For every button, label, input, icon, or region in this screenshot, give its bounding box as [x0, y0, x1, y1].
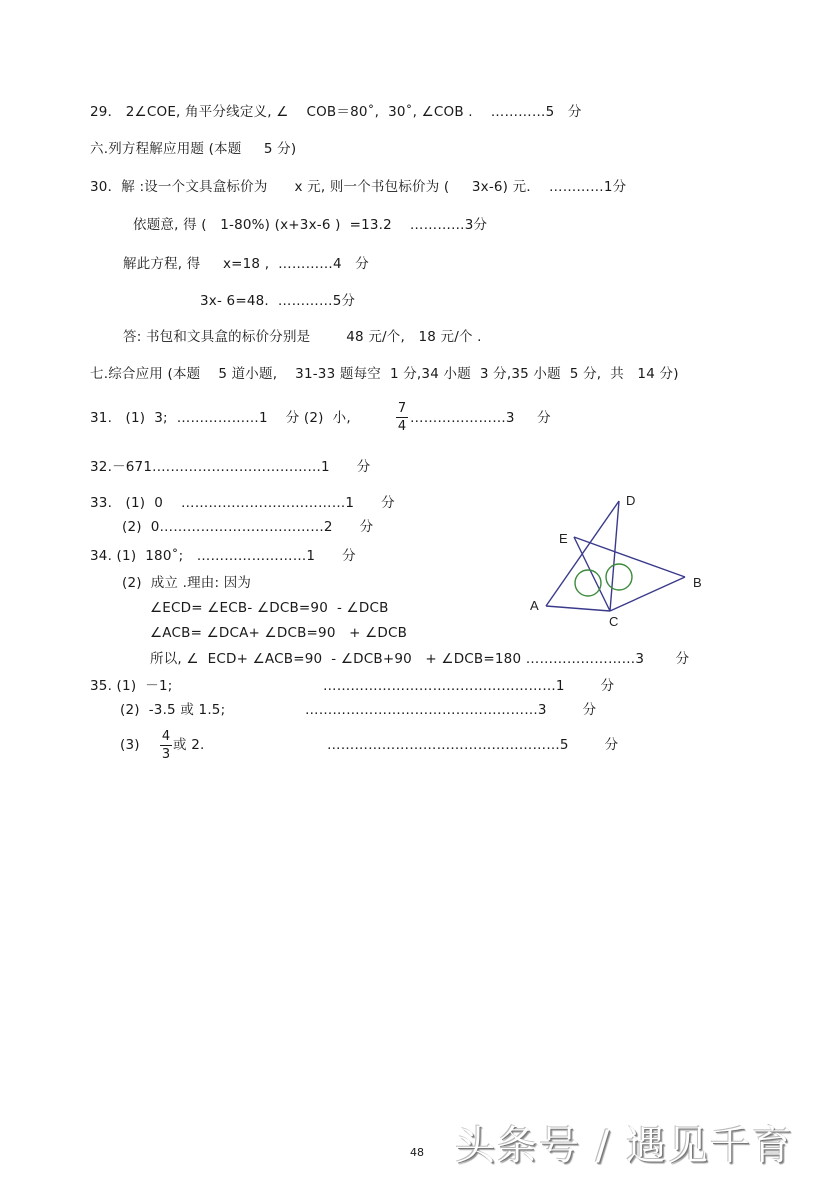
answer-q30-line2: 依题意, 得 ( 1-80%) (x+3x-6 ) =13.2 …………3分 [133, 217, 488, 233]
fraction-numerator: 4 [161, 729, 171, 744]
triangle-lines [546, 501, 685, 611]
section-six-header: 六.列方程解应用题 (本题 5 分) [90, 141, 297, 157]
answer-q33-line2: (2) 0………………………………2 分 [122, 519, 374, 535]
answer-q35-line2: (2) -3.5 或 1.5; [120, 702, 226, 718]
answer-q32: 32.－671.………………………………1 分 [90, 459, 371, 475]
answer-q30-line3: 解此方程, 得 x=18 , …………4 分 [123, 256, 369, 272]
angle-circle-right [606, 564, 632, 590]
watermark: 头条号 / 遇见千育 [455, 1123, 794, 1169]
answer-q35-line3-prefix: (3) [120, 737, 140, 753]
label-b: B [693, 575, 702, 590]
label-e: E [559, 531, 568, 546]
answer-q33-line1: 33. (1) 0 ………………………………1 分 [90, 495, 395, 511]
answer-q30-line5: 答: 书包和文具盒的标价分别是 48 元/个, 18 元/个 . [123, 329, 482, 345]
label-c: C [609, 614, 619, 629]
answer-q34-line2: (2) 成立 .理由: 因为 [122, 575, 252, 591]
answer-q34-line4: ∠ACB= ∠DCA+ ∠DCB=90 + ∠DCB [150, 625, 408, 641]
answer-q34-line5: 所以, ∠ ECD+ ∠ACB=90 - ∠DCB+90 + ∠DCB=180 ……………………3 分 [150, 651, 690, 667]
label-d: D [626, 493, 636, 508]
angle-marker-circles [575, 564, 632, 596]
answer-q35-line1: 35. (1) －1; [90, 678, 173, 694]
fraction-denominator: 4 [397, 419, 407, 434]
answer-q35-line1-score: ……………………………………………1 分 [323, 678, 615, 694]
answer-q31-part-a: 31. (1) 3; ………………1 分 (2) 小, [90, 410, 351, 426]
answer-q35-line2-score: ……………………………………………3 分 [305, 702, 597, 718]
answer-q29: 29． 2∠COE, 角平分线定义, ∠ COB＝80˚, 30˚, ∠COB . …………5 分 [90, 104, 582, 120]
answer-q31-part-b: …………………3 分 [410, 410, 551, 426]
answer-q34-line1: 34. (1) 180˚; ……………………1 分 [90, 548, 356, 564]
answer-q34-line3: ∠ECD= ∠ECB- ∠DCB=90 - ∠DCB [150, 600, 389, 616]
fraction-numerator: 7 [397, 401, 407, 416]
page-number: 48 [410, 1146, 424, 1159]
label-a: A [530, 598, 539, 613]
answer-q35-line3-suffix: 或 2. [173, 737, 205, 753]
fraction-denominator: 3 [161, 747, 171, 762]
answer-q30-line1: 30．解 :设一个文具盒标价为 x 元, 则一个书包标价为 ( 3x-6) 元． …………1分 [90, 179, 627, 195]
answer-q30-line4: 3x- 6=48. …………5分 [200, 293, 356, 309]
section-seven-header: 七.综合应用 (本题 5 道小题, 31-33 题每空 1 分,34 小题 3 分,35 小题 5 分, 共 14 分) [90, 366, 679, 382]
answer-q35-line3-score: ……………………………………………5 分 [327, 737, 619, 753]
